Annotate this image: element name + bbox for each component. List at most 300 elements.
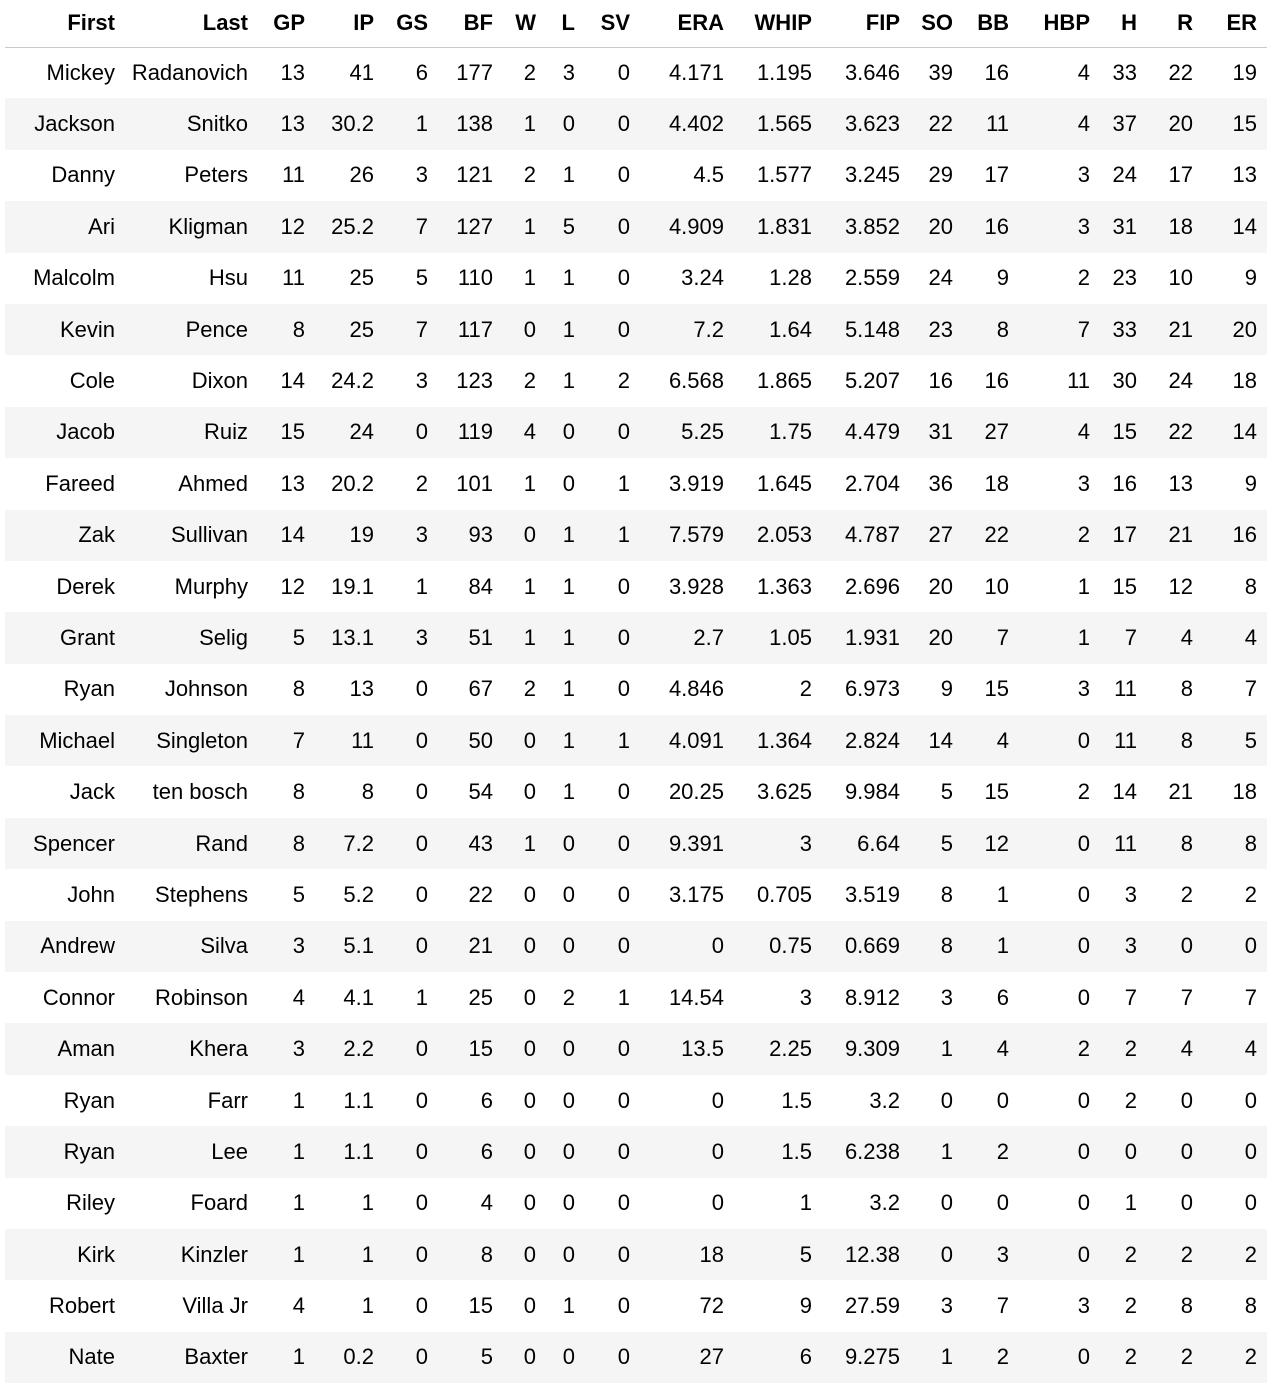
- cell-last: Kinzler: [180, 1241, 248, 1267]
- cell-gs: 0: [415, 727, 428, 753]
- cell-gp: 14: [280, 368, 305, 394]
- cell-whip: 1.28: [769, 265, 812, 291]
- cell-last: Villa Jr: [182, 1293, 248, 1319]
- cell-w: 4: [523, 419, 536, 445]
- cell-first: Ryan: [63, 676, 115, 702]
- cell-l: 0: [562, 830, 575, 856]
- cell-era: 4.846: [668, 676, 724, 702]
- cell-last: Robinson: [155, 984, 248, 1010]
- cell-last: Farr: [207, 1087, 248, 1113]
- cell-gs: 0: [415, 676, 428, 702]
- cell-ip: 13.1: [331, 624, 374, 650]
- table-row: [5, 766, 1267, 817]
- cell-er: 20: [1232, 316, 1257, 342]
- cell-bf: 15: [468, 1293, 493, 1319]
- cell-whip: 1: [799, 1190, 812, 1216]
- cell-ip: 26: [349, 162, 374, 188]
- cell-l: 0: [562, 1344, 575, 1370]
- cell-last: Singleton: [156, 727, 248, 753]
- cell-l: 0: [562, 881, 575, 907]
- cell-hbp: 3: [1077, 162, 1090, 188]
- cell-whip: 1.5: [781, 1087, 812, 1113]
- cell-sv: 0: [617, 933, 630, 959]
- cell-era: 3.175: [668, 881, 724, 907]
- cell-ip: 1.1: [343, 1087, 374, 1113]
- cell-so: 31: [928, 419, 953, 445]
- table-body: [5, 47, 1267, 1383]
- cell-last: Murphy: [174, 573, 248, 599]
- cell-l: 0: [562, 1036, 575, 1062]
- cell-fip: 3.623: [844, 111, 900, 137]
- cell-last: Peters: [184, 162, 248, 188]
- cell-bf: 177: [456, 59, 493, 85]
- cell-so: 16: [928, 368, 953, 394]
- cell-bf: 8: [480, 1241, 493, 1267]
- cell-whip: 3.625: [756, 779, 812, 805]
- cell-era: 7.579: [668, 522, 724, 548]
- cell-sv: 0: [617, 1241, 630, 1267]
- cell-l: 1: [562, 573, 575, 599]
- cell-fip: 3.2: [869, 1087, 900, 1113]
- cell-bf: 121: [456, 162, 493, 188]
- cell-bb: 3: [996, 1241, 1009, 1267]
- cell-er: 2: [1244, 1241, 1257, 1267]
- cell-bf: 21: [468, 933, 493, 959]
- cell-w: 0: [523, 1138, 536, 1164]
- cell-ip: 8: [361, 779, 374, 805]
- cell-so: 1: [940, 1036, 953, 1062]
- cell-w: 0: [523, 316, 536, 342]
- cell-first: Jacob: [56, 419, 115, 445]
- cell-fip: 4.479: [844, 419, 900, 445]
- cell-era: 4.5: [693, 162, 724, 188]
- cell-bb: 2: [996, 1344, 1009, 1370]
- cell-bb: 15: [984, 779, 1009, 805]
- cell-sv: 0: [617, 316, 630, 342]
- cell-last: Khera: [189, 1036, 248, 1062]
- cell-gs: 3: [415, 624, 428, 650]
- cell-ip: 7.2: [343, 830, 374, 856]
- cell-whip: 1.195: [756, 59, 812, 85]
- cell-l: 1: [562, 162, 575, 188]
- cell-fip: 2.696: [844, 573, 900, 599]
- cell-l: 1: [562, 522, 575, 548]
- table-row: [5, 150, 1267, 201]
- cell-hbp: 0: [1077, 727, 1090, 753]
- cell-r: 12: [1168, 573, 1193, 599]
- cell-w: 1: [523, 470, 536, 496]
- cell-er: 18: [1232, 779, 1257, 805]
- cell-l: 0: [562, 933, 575, 959]
- cell-bb: 22: [984, 522, 1009, 548]
- cell-first: Kevin: [59, 316, 115, 342]
- cell-sv: 0: [617, 624, 630, 650]
- table-row: [5, 253, 1267, 304]
- cell-hbp: 4: [1077, 111, 1090, 137]
- cell-so: 3: [940, 1293, 953, 1319]
- cell-gs: 6: [415, 59, 428, 85]
- cell-er: 16: [1232, 522, 1257, 548]
- cell-whip: 0.705: [756, 881, 812, 907]
- cell-last: Hsu: [208, 265, 248, 291]
- cell-gp: 3: [292, 933, 305, 959]
- cell-last: Stephens: [155, 881, 248, 907]
- cell-ip: 24: [349, 419, 374, 445]
- cell-sv: 2: [617, 368, 630, 394]
- cell-fip: 12.38: [844, 1241, 900, 1267]
- cell-er: 0: [1244, 1138, 1257, 1164]
- cell-h: 2: [1124, 1241, 1137, 1267]
- cell-sv: 0: [617, 111, 630, 137]
- cell-bf: 110: [457, 265, 493, 291]
- cell-bb: 4: [996, 727, 1009, 753]
- cell-er: 8: [1244, 573, 1257, 599]
- cell-l: 1: [562, 316, 575, 342]
- cell-w: 0: [523, 1293, 536, 1319]
- cell-er: 0: [1244, 1190, 1257, 1216]
- cell-gs: 1: [415, 984, 428, 1010]
- cell-r: 4: [1180, 1036, 1193, 1062]
- cell-gs: 0: [415, 419, 428, 445]
- cell-bf: 22: [468, 881, 493, 907]
- cell-r: 22: [1168, 419, 1193, 445]
- cell-r: 7: [1180, 984, 1193, 1010]
- cell-era: 4.909: [668, 213, 724, 239]
- column-header-l: L: [546, 0, 585, 47]
- cell-bf: 25: [468, 984, 493, 1010]
- cell-hbp: 0: [1077, 984, 1090, 1010]
- cell-last: Foard: [190, 1190, 248, 1216]
- cell-bb: 4: [996, 1036, 1009, 1062]
- cell-r: 8: [1180, 830, 1193, 856]
- cell-bf: 84: [468, 573, 493, 599]
- table-row: [5, 612, 1267, 663]
- cell-w: 1: [523, 111, 536, 137]
- cell-w: 1: [523, 624, 536, 650]
- cell-era: 3.24: [681, 265, 724, 291]
- cell-gs: 0: [415, 1241, 428, 1267]
- cell-ip: 5.1: [343, 933, 374, 959]
- cell-gs: 0: [415, 881, 428, 907]
- cell-l: 1: [562, 624, 575, 650]
- cell-w: 2: [523, 59, 536, 85]
- cell-era: 14.54: [668, 984, 724, 1010]
- cell-bb: 10: [984, 573, 1009, 599]
- cell-gp: 4: [292, 1293, 305, 1319]
- cell-bf: 6: [480, 1087, 493, 1113]
- column-header-r: R: [1147, 0, 1203, 47]
- cell-hbp: 3: [1077, 213, 1090, 239]
- cell-so: 9: [940, 676, 953, 702]
- cell-r: 0: [1180, 1138, 1193, 1164]
- cell-h: 3: [1124, 933, 1137, 959]
- cell-r: 8: [1180, 1293, 1193, 1319]
- cell-bf: 15: [468, 1036, 493, 1062]
- cell-hbp: 0: [1077, 830, 1090, 856]
- cell-bf: 117: [457, 316, 493, 342]
- cell-first: Mickey: [46, 59, 115, 85]
- cell-sv: 0: [617, 1293, 630, 1319]
- cell-so: 5: [940, 779, 953, 805]
- cell-gp: 8: [292, 316, 305, 342]
- cell-gp: 8: [292, 830, 305, 856]
- cell-sv: 1: [617, 470, 630, 496]
- table-row: [5, 1075, 1267, 1126]
- cell-fip: 9.984: [844, 779, 900, 805]
- cell-hbp: 4: [1077, 59, 1090, 85]
- cell-hbp: 0: [1077, 881, 1090, 907]
- cell-bf: 54: [468, 779, 493, 805]
- cell-gs: 0: [415, 779, 428, 805]
- cell-last: Ruiz: [203, 419, 248, 445]
- cell-fip: 4.787: [844, 522, 900, 548]
- cell-first: Ryan: [63, 1138, 115, 1164]
- table-row: [5, 1229, 1267, 1280]
- cell-so: 20: [928, 573, 953, 599]
- cell-gp: 12: [280, 213, 305, 239]
- cell-first: Danny: [51, 162, 115, 188]
- cell-first: Michael: [39, 727, 115, 753]
- cell-whip: 1.05: [769, 624, 812, 650]
- cell-bb: 0: [996, 1087, 1009, 1113]
- cell-fip: 3.519: [844, 881, 900, 907]
- cell-gp: 11: [282, 162, 305, 188]
- cell-first: Fareed: [45, 470, 115, 496]
- cell-ip: 11: [351, 727, 374, 753]
- cell-gp: 5: [292, 624, 305, 650]
- table-row: [5, 407, 1267, 458]
- column-header-fip: FIP: [822, 0, 910, 47]
- cell-fip: 5.207: [844, 368, 900, 394]
- cell-first: Malcolm: [33, 265, 115, 291]
- cell-last: Sullivan: [170, 522, 248, 548]
- cell-whip: 1.364: [756, 727, 812, 753]
- cell-fip: 0.669: [844, 933, 900, 959]
- cell-whip: 1.363: [756, 573, 812, 599]
- cell-sv: 0: [617, 265, 630, 291]
- cell-gp: 1: [292, 1344, 305, 1370]
- cell-first: Ari: [88, 213, 115, 239]
- cell-fip: 2.559: [844, 265, 900, 291]
- cell-bf: 43: [468, 830, 493, 856]
- cell-l: 0: [562, 1190, 575, 1216]
- header-row: [5, 0, 1267, 47]
- cell-l: 1: [562, 368, 575, 394]
- cell-gp: 13: [280, 111, 305, 137]
- column-header-sv: SV: [585, 0, 640, 47]
- cell-h: 7: [1124, 624, 1137, 650]
- cell-er: 19: [1232, 59, 1257, 85]
- table-header: [5, 0, 1267, 47]
- column-header-whip: WHIP: [734, 0, 822, 47]
- cell-r: 18: [1168, 213, 1193, 239]
- cell-so: 8: [940, 933, 953, 959]
- cell-fip: 9.275: [844, 1344, 900, 1370]
- cell-er: 2: [1244, 1344, 1257, 1370]
- cell-whip: 1.645: [756, 470, 812, 496]
- cell-hbp: 0: [1077, 933, 1090, 959]
- cell-era: 0: [711, 933, 724, 959]
- cell-first: Aman: [57, 1036, 115, 1062]
- table-row: [5, 47, 1267, 98]
- cell-ip: 41: [349, 59, 374, 85]
- cell-bf: 4: [480, 1190, 493, 1216]
- cell-so: 8: [940, 881, 953, 907]
- cell-gs: 0: [415, 1344, 428, 1370]
- cell-bf: 123: [456, 368, 493, 394]
- cell-gp: 11: [282, 265, 305, 291]
- cell-l: 0: [562, 1087, 575, 1113]
- cell-era: 20.25: [668, 779, 724, 805]
- cell-gs: 0: [415, 1138, 428, 1164]
- cell-hbp: 0: [1077, 1138, 1090, 1164]
- cell-r: 20: [1168, 111, 1193, 137]
- cell-gp: 1: [292, 1138, 305, 1164]
- cell-w: 0: [523, 1087, 536, 1113]
- cell-bf: 93: [468, 522, 493, 548]
- cell-whip: 3: [799, 830, 812, 856]
- cell-ip: 13: [349, 676, 374, 702]
- cell-sv: 0: [617, 162, 630, 188]
- cell-whip: 0.75: [769, 933, 812, 959]
- cell-w: 1: [523, 573, 536, 599]
- cell-bf: 51: [468, 624, 493, 650]
- cell-hbp: 2: [1077, 779, 1090, 805]
- cell-gs: 3: [415, 162, 428, 188]
- cell-fip: 5.148: [844, 316, 900, 342]
- cell-last: Pence: [185, 316, 248, 342]
- cell-gs: 1: [415, 573, 428, 599]
- cell-er: 7: [1244, 984, 1257, 1010]
- cell-fip: 1.931: [844, 624, 900, 650]
- cell-bf: 5: [480, 1344, 493, 1370]
- cell-gs: 2: [415, 470, 428, 496]
- cell-bf: 127: [456, 213, 493, 239]
- cell-h: 1: [1124, 1190, 1137, 1216]
- cell-er: 8: [1244, 830, 1257, 856]
- cell-hbp: 11: [1067, 368, 1090, 394]
- cell-sv: 0: [617, 779, 630, 805]
- cell-gp: 1: [292, 1087, 305, 1113]
- cell-gp: 14: [280, 522, 305, 548]
- cell-er: 13: [1232, 162, 1257, 188]
- cell-bf: 101: [456, 470, 493, 496]
- cell-r: 17: [1168, 162, 1193, 188]
- column-header-first: First: [5, 0, 125, 47]
- cell-so: 24: [928, 265, 953, 291]
- cell-so: 27: [928, 522, 953, 548]
- column-header-gs: GS: [384, 0, 438, 47]
- cell-gp: 12: [280, 573, 305, 599]
- column-header-er: ER: [1203, 0, 1267, 47]
- cell-er: 9: [1244, 470, 1257, 496]
- cell-whip: 5: [799, 1241, 812, 1267]
- cell-whip: 1.577: [756, 162, 812, 188]
- cell-r: 21: [1168, 779, 1193, 805]
- cell-era: 4.091: [668, 727, 724, 753]
- cell-gp: 8: [292, 676, 305, 702]
- column-header-so: SO: [910, 0, 963, 47]
- cell-so: 14: [928, 727, 953, 753]
- cell-bb: 11: [986, 111, 1009, 137]
- cell-era: 0: [711, 1087, 724, 1113]
- cell-w: 0: [523, 881, 536, 907]
- cell-bb: 0: [996, 1190, 1009, 1216]
- cell-ip: 5.2: [343, 881, 374, 907]
- cell-ip: 1: [361, 1293, 374, 1319]
- cell-fip: 2.704: [844, 470, 900, 496]
- cell-sv: 0: [617, 213, 630, 239]
- cell-hbp: 0: [1077, 1190, 1090, 1216]
- cell-er: 4: [1244, 1036, 1257, 1062]
- cell-er: 7: [1244, 676, 1257, 702]
- cell-w: 1: [523, 265, 536, 291]
- cell-ip: 0.2: [343, 1344, 374, 1370]
- cell-bb: 6: [996, 984, 1009, 1010]
- cell-first: Cole: [69, 368, 115, 394]
- cell-h: 23: [1112, 265, 1137, 291]
- cell-l: 0: [562, 1241, 575, 1267]
- cell-gp: 13: [280, 470, 305, 496]
- cell-so: 22: [928, 111, 953, 137]
- cell-so: 29: [928, 162, 953, 188]
- cell-h: 7: [1124, 984, 1137, 1010]
- cell-fip: 3.2: [869, 1190, 900, 1216]
- table-row: [5, 1178, 1267, 1229]
- cell-first: Grant: [59, 624, 115, 650]
- column-header-bb: BB: [963, 0, 1019, 47]
- cell-whip: 3: [799, 984, 812, 1010]
- cell-gs: 7: [415, 316, 428, 342]
- cell-first: Connor: [42, 984, 115, 1010]
- cell-r: 0: [1180, 1190, 1193, 1216]
- table-row: [5, 98, 1267, 149]
- column-header-era: ERA: [640, 0, 734, 47]
- cell-er: 14: [1232, 419, 1257, 445]
- cell-l: 1: [562, 265, 575, 291]
- cell-so: 5: [940, 830, 953, 856]
- table-row: [5, 304, 1267, 355]
- table-row: [5, 510, 1267, 561]
- cell-last: Baxter: [184, 1344, 248, 1370]
- column-header-ip: IP: [315, 0, 384, 47]
- cell-last: ten bosch: [152, 779, 248, 805]
- cell-gp: 4: [292, 984, 305, 1010]
- cell-whip: 2: [799, 676, 812, 702]
- cell-h: 3: [1124, 881, 1137, 907]
- table-row: [5, 561, 1267, 612]
- cell-sv: 0: [617, 830, 630, 856]
- cell-l: 2: [562, 984, 575, 1010]
- cell-whip: 1.5: [781, 1138, 812, 1164]
- cell-so: 3: [940, 984, 953, 1010]
- cell-w: 2: [523, 162, 536, 188]
- cell-r: 2: [1180, 1344, 1193, 1370]
- cell-sv: 0: [617, 1190, 630, 1216]
- cell-whip: 1.75: [769, 419, 812, 445]
- cell-first: John: [67, 881, 115, 907]
- cell-w: 0: [523, 1190, 536, 1216]
- cell-h: 16: [1112, 470, 1137, 496]
- cell-fip: 2.824: [844, 727, 900, 753]
- cell-bf: 119: [457, 419, 493, 445]
- cell-so: 1: [940, 1344, 953, 1370]
- cell-first: Nate: [68, 1344, 115, 1370]
- cell-era: 18: [699, 1241, 724, 1267]
- cell-ip: 24.2: [331, 368, 374, 394]
- cell-first: Ryan: [63, 1087, 115, 1113]
- cell-sv: 0: [617, 1344, 630, 1370]
